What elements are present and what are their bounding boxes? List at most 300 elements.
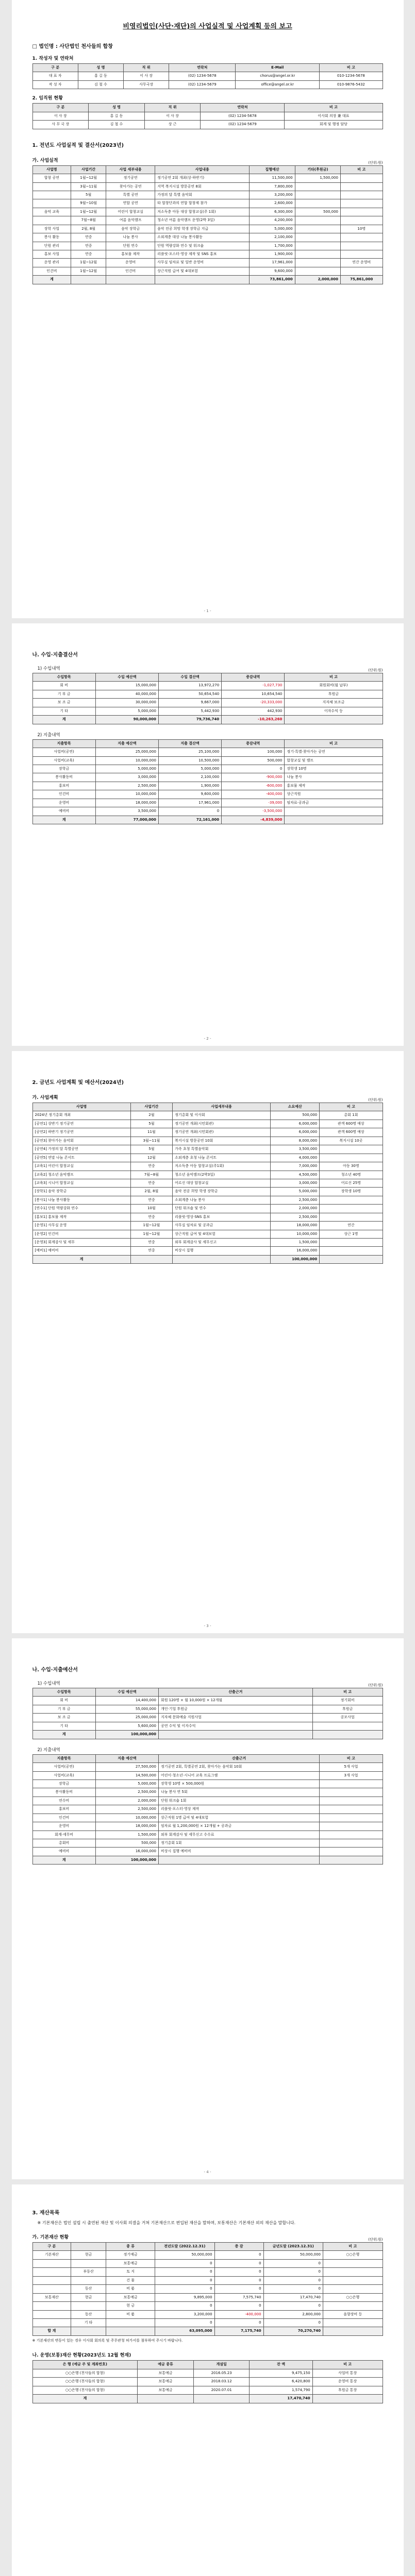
plan-row <box>32 1179 383 1187</box>
asset-cell: 0 <box>155 2276 214 2284</box>
s2-out-row <box>32 748 383 756</box>
plan-cell: 연중 <box>130 1247 172 1255</box>
plan-cell: [공연2] 하반기 정기공연 <box>32 1128 130 1137</box>
s2-out-cell: 사업비(교육) <box>32 756 95 765</box>
writer-cell: 010-1234-5678 <box>320 72 383 80</box>
biz-col-0: 사업명 <box>32 165 71 174</box>
budget-title: 나. 수입·지출예산서 <box>32 1667 78 1673</box>
s2-out-cell: 2,100,000 <box>158 773 221 782</box>
asset-cell: 현금 <box>71 2293 106 2301</box>
plan-total-cell <box>130 1255 172 1263</box>
plan-cell <box>320 1205 383 1213</box>
s2-in-cell: 후원금 <box>285 690 383 698</box>
plan-cell: 6,000,000 <box>271 1120 320 1128</box>
biz-cell: 사무실 임차료 및 일반 운영비 <box>155 259 250 267</box>
biz-row <box>32 208 383 216</box>
plan-cell: [예비1] 예비비 <box>32 1247 130 1255</box>
asset-cell <box>32 2268 71 2276</box>
s4-out-cell: 단원 워크숍 1회 <box>158 1797 319 1805</box>
s4-out-total-row <box>32 1856 383 1864</box>
plan-row <box>32 1196 383 1204</box>
s4-out-cell: 홍보비 <box>32 1805 95 1814</box>
s4-out-col-1: 지출 예산액 <box>95 1754 158 1762</box>
biz-cell <box>295 259 340 267</box>
s2-in-col-4: 비 고 <box>285 673 383 682</box>
s4-out-row <box>32 1771 383 1780</box>
s4-out-cell <box>320 1788 383 1797</box>
s4-out-cell: 외부 회계감사 및 세무신고 수수료 <box>158 1831 319 1839</box>
s2-out-cell: 운영비 <box>32 799 95 807</box>
s2-out-cell: 500,000 <box>222 756 285 765</box>
bank-cell: 2020.07.01 <box>193 2386 250 2394</box>
s2-out-cell: 봉사활동비 <box>32 773 95 782</box>
biz-cell: 특별 공연 <box>106 191 155 199</box>
plan-row <box>32 1111 383 1120</box>
plan-row <box>32 1154 383 1162</box>
biz-cell <box>32 182 71 191</box>
s4-in-total-cell <box>312 1731 383 1739</box>
plan-cell: 어르신 25명 <box>320 1179 383 1187</box>
s2-out-total-cell <box>285 816 383 824</box>
biz-cell: 17,961,000 <box>250 259 295 267</box>
s4-in-cell: 후원금 <box>312 1705 383 1713</box>
s4-in-col-1: 수입 예산액 <box>95 1688 158 1697</box>
s4-out-row <box>32 1839 383 1848</box>
plan-cell: [교육3] 시니어 합창교실 <box>32 1179 130 1187</box>
biz-cell: 9월~10월 <box>71 199 106 208</box>
biz-cell: 3,200,000 <box>250 191 295 199</box>
unit-label: (단위:원) <box>368 1098 383 1102</box>
bank-cell: 사업비 통장 <box>312 2369 383 2377</box>
s4-out-head <box>32 1754 383 1762</box>
asset-cell: 동산 <box>71 2310 106 2318</box>
bank-cell: ○○은행 (천사들의 합창) <box>32 2369 138 2377</box>
s2-out-body <box>32 748 383 824</box>
plan-row <box>32 1120 383 1128</box>
plan-row <box>32 1171 383 1179</box>
s2-out-cell: 5,000,000 <box>158 765 221 773</box>
asset-cell: 동산 <box>71 2285 106 2293</box>
biz-cell <box>295 233 340 242</box>
bank-row <box>32 2378 383 2386</box>
expense-title: 2) 지출내역 <box>37 732 60 738</box>
plan-row <box>32 1222 383 1230</box>
biz-results-title: 가. 사업실적 <box>32 158 58 163</box>
biz-cell: 1월~12월 <box>71 267 106 275</box>
s2-out-cell: 3,500,000 <box>95 807 158 816</box>
bank-row <box>32 2369 383 2377</box>
biz-cell <box>295 216 340 225</box>
plan-cell: [장학1] 음악 장학금 <box>32 1188 130 1196</box>
asset-cell: 부동산 <box>71 2268 106 2276</box>
s4-out-cell: 5,000,000 <box>95 1780 158 1788</box>
biz-cell: 인건비 <box>32 267 71 275</box>
s2-out-total-cell: 72,161,000 <box>158 816 221 824</box>
biz-cell: 음악 장학금 <box>106 225 155 233</box>
s2-out-cell: -900,000 <box>222 773 285 782</box>
asset-col-3: 전년도말 (2022.12.31) <box>155 2243 214 2251</box>
unit-label: (단위:원) <box>368 1683 383 1687</box>
plan-cell: 8,000,000 <box>271 1137 320 1145</box>
plan-row <box>32 1145 383 1154</box>
s2-in-cell: 지자체 보조금 <box>285 699 383 707</box>
plan-body <box>32 1111 383 1264</box>
s2-in-row <box>32 707 383 715</box>
s2-in-cell: 기 부 금 <box>32 690 95 698</box>
s2-in-total-row <box>32 716 383 724</box>
bank-total-cell <box>312 2395 383 2403</box>
asset-row <box>32 2318 383 2327</box>
biz-cell: 5,000,000 <box>250 225 295 233</box>
s4-out-cell: 5개 사업 <box>320 1763 383 1771</box>
plan-cell: [공연4] 가정의 달 특별공연 <box>32 1145 130 1154</box>
asset-col-2: 종 류 <box>106 2243 155 2251</box>
asset-cell <box>71 2259 106 2267</box>
biz-cell <box>340 250 383 259</box>
plan-cell: 3,000,000 <box>271 1179 320 1187</box>
s4-in-col-0: 수입항목 <box>32 1688 95 1697</box>
plan-cell: 연중 <box>130 1162 172 1171</box>
plan-row <box>32 1239 383 1247</box>
biz-cell: 7,800,000 <box>250 182 295 191</box>
biz-col-4: 집행예산 <box>250 165 295 174</box>
plan-cell: 청소년 음악캠프(2박3일) <box>173 1171 271 1179</box>
s4-out-cell <box>320 1797 383 1805</box>
s2-out-cell: 10,500,000 <box>158 756 221 765</box>
plan-cell: 7,000,000 <box>271 1162 320 1171</box>
s4-in-cell: 지자체 문화예술 지원사업 <box>158 1714 312 1722</box>
asset-cell <box>32 2285 71 2293</box>
s4-in-col-2: 산출근거 <box>158 1688 312 1697</box>
biz-cell: 인건비 <box>106 267 155 275</box>
plan-col-2: 사업세부내용 <box>173 1103 271 1111</box>
biz-results-table <box>32 165 383 284</box>
s2-in-row <box>32 690 383 698</box>
biz-cell: 연중 <box>71 233 106 242</box>
s4-out-cell: 18,000,000 <box>95 1822 158 1831</box>
s2-in-row <box>32 699 383 707</box>
s4-out-row <box>32 1814 383 1822</box>
base-assets-title: 가. 기본재산 현황 <box>32 2235 69 2240</box>
page-2 <box>12 623 404 1046</box>
plan-col-3: 소요예산 <box>271 1103 320 1111</box>
plan-row <box>32 1205 383 1213</box>
plan-cell: 연중 <box>130 1196 172 1204</box>
biz-cell: 5월 <box>71 191 106 199</box>
biz-col-2: 사업 세부내용 <box>106 165 155 174</box>
asset-total-cell: 63,095,000 <box>155 2327 214 2335</box>
s2-out-cell: 정기·특별·찾아가는 공연 <box>285 748 383 756</box>
assets-title: 3. 재산목록 <box>32 2210 60 2216</box>
asset-cell <box>323 2285 383 2293</box>
settlement-income-table <box>32 673 383 724</box>
page-4 <box>12 1638 404 2179</box>
s2-in-cell: -1,027,730 <box>222 682 285 690</box>
plan-cell: 비상시 집행 <box>173 1247 271 1255</box>
s4-in-cell: 회원 120명 × 월 10,000원 × 12개월 <box>158 1697 312 1705</box>
staff-cell: 김 철 수 <box>89 121 145 129</box>
s4-out-col-2: 산출근거 <box>158 1754 319 1762</box>
biz-cell: 청소년 여름 음악캠프 운영(2박 3일) <box>155 216 250 225</box>
asset-total-cell <box>106 2327 155 2335</box>
budget-expense-title: 2) 지출내역 <box>37 1747 60 1753</box>
plan-cell: 2,000,000 <box>271 1205 320 1213</box>
writer-col-5: 비 고 <box>320 64 383 72</box>
plan-row <box>32 1137 383 1145</box>
s4-out-row <box>32 1831 383 1839</box>
staff-col-3: 연락처 <box>201 104 285 112</box>
biz-total-row <box>32 276 383 284</box>
biz-cell <box>32 199 71 208</box>
s4-in-col-3: 비 고 <box>312 1688 383 1697</box>
biz-cell <box>340 182 383 191</box>
unit-label: (단위:원) <box>368 160 383 165</box>
s4-in-total-row <box>32 1731 383 1739</box>
s2-out-cell: 홍보물 제작 <box>285 782 383 790</box>
plan-cell: 상근직원 급여 및 4대보험 <box>173 1230 271 1238</box>
plan-row <box>32 1188 383 1196</box>
s4-out-cell: 사업비(교육) <box>32 1771 95 1780</box>
biz-col-6: 비 고 <box>340 165 383 174</box>
s4-out-cell: 나눔 봉사 연 5회 <box>158 1788 319 1797</box>
page-number: - 1 - <box>204 609 211 613</box>
biz-cell: 4,200,000 <box>250 216 295 225</box>
s4-in-total-cell: 계 <box>32 1731 95 1739</box>
s4-out-cell: 사업비(공연) <box>32 1763 95 1771</box>
asset-cell: 0 <box>155 2318 214 2327</box>
biz-cell: 운영 관리 <box>32 259 71 267</box>
s2-in-cell: 442,930 <box>222 707 285 715</box>
asset-cell: 0 <box>155 2268 214 2276</box>
s2-in-cell: 30,000,000 <box>95 699 158 707</box>
s2-in-total-cell: 79,736,740 <box>158 716 221 724</box>
staff-cell: 상 근 <box>144 121 201 129</box>
plan-total-cell <box>173 1255 271 1263</box>
s2-out-cell: -3,500,000 <box>222 807 285 816</box>
biz-cell: 1월~12월 <box>71 174 106 182</box>
s2-out-cell: 상근직원 <box>285 790 383 799</box>
bank-total-row <box>32 2395 383 2403</box>
plan-cell: 1월~12월 <box>130 1222 172 1230</box>
plan-cell: 소외계층 나눔 봉사 <box>173 1196 271 1204</box>
biz-cell: 가정의 달 특별 음악회 <box>155 191 250 199</box>
plan-cell: 연중 <box>130 1179 172 1187</box>
staff-row <box>32 112 383 120</box>
s2-in-row <box>32 682 383 690</box>
biz-cell: 단원 관리 <box>32 242 71 250</box>
plan-cell: 정기공연 개최(시민회관) <box>173 1120 271 1128</box>
s2-in-col-1: 수입 예산액 <box>95 673 158 682</box>
plan-cell: 장학생 10명 <box>320 1188 383 1196</box>
s2-out-cell: 25,100,000 <box>158 748 221 756</box>
s2-out-head <box>32 739 383 748</box>
s2-out-cell: 5,000,000 <box>95 765 158 773</box>
biz-cell: 9,600,000 <box>250 267 295 275</box>
asset-col-5: 금년도말 (2023.12.31) <box>263 2243 323 2251</box>
assets-note: ※ 기본재산의 변동이 있는 경우 이사회 회의록 및 주무관청 허가서를 첨부하여 주시기 바랍니다. <box>32 2338 183 2343</box>
s4-in-cell: 55,000,000 <box>95 1705 158 1713</box>
s2-out-cell: 사업비(공연) <box>32 748 95 756</box>
biz-cell: 음악 전공 희망 학생 장학금 지급 <box>155 225 250 233</box>
plan-cell: 16,000,000 <box>271 1247 320 1255</box>
s2-in-head <box>32 673 383 682</box>
biz-cell: 상근직원 급여 및 4대보험 <box>155 267 250 275</box>
biz-cell: 1,500,000 <box>295 174 340 182</box>
s2-out-cell: 3,000,000 <box>95 773 158 782</box>
s2-out-row <box>32 765 383 773</box>
s2-out-cell <box>285 807 383 816</box>
staff-col-0: 구 분 <box>32 104 89 112</box>
asset-cell: 정기예금 <box>106 2251 155 2259</box>
asset-total-cell <box>71 2327 106 2335</box>
plan-cell: 2월 <box>130 1111 172 1120</box>
s2-out-cell: 합창교실 및 캠프 <box>285 756 383 765</box>
biz-cell: 2,600,000 <box>250 199 295 208</box>
writer-section-title: 1. 작성자 및 연락처 <box>32 56 74 61</box>
asset-col-1 <box>71 2243 106 2251</box>
biz-row <box>32 191 383 199</box>
s2-in-body <box>32 682 383 724</box>
s2-out-row <box>32 807 383 816</box>
plan-total-cell: 100,000,000 <box>271 1255 320 1263</box>
s4-in-cell: 보 조 금 <box>32 1714 95 1722</box>
s2-out-cell: 10,000,000 <box>95 756 158 765</box>
asset-cell: 음향장비 등 <box>323 2310 383 2318</box>
s4-in-cell: 정기회비 <box>312 1697 383 1705</box>
biz-row <box>32 242 383 250</box>
s2-out-cell: 0 <box>222 765 285 773</box>
s4-in-total-cell <box>158 1731 312 1739</box>
bank-head <box>32 2361 383 2369</box>
asset-cell: 50,000,000 <box>155 2251 214 2259</box>
s4-out-cell <box>320 1805 383 1814</box>
plan-row <box>32 1162 383 1171</box>
asset-cell: 7,575,740 <box>214 2293 263 2301</box>
biz-body <box>32 174 383 284</box>
asset-cell: 보통예금 <box>106 2259 155 2267</box>
plan-cell: 관객 600명 예상 <box>320 1128 383 1137</box>
biz-row <box>32 225 383 233</box>
s4-in-head <box>32 1688 383 1697</box>
biz-cell <box>295 182 340 191</box>
asset-cell <box>323 2259 383 2267</box>
staff-cell: (02) 1234-5679 <box>201 121 285 129</box>
plan-cell: 1월~12월 <box>130 1230 172 1238</box>
biz-cell: 1월~12월 <box>71 208 106 216</box>
plan-cell: 가족 초청 특별음악회 <box>173 1145 271 1154</box>
s2-out-cell: 0 <box>158 807 221 816</box>
asset-cell: 건 물 <box>106 2276 155 2284</box>
s2-out-row <box>32 782 383 790</box>
staff-col-1: 성 명 <box>89 104 145 112</box>
staff-cell: 회계 및 행정 담당 <box>285 121 383 129</box>
s4-out-col-3: 비 고 <box>320 1754 383 1762</box>
asset-cell: 현금 <box>71 2251 106 2259</box>
s4-out-cell: 회계·세무비 <box>32 1831 95 1839</box>
biz-cell: 11,500,000 <box>250 174 295 182</box>
plan-cell: [공연3] 찾아가는 음악회 <box>32 1137 130 1145</box>
s4-in-cell: 공연 수익 및 이자수익 <box>158 1722 312 1730</box>
plan-cell <box>320 1196 383 1204</box>
s4-in-row <box>32 1697 383 1705</box>
biz-cell: 찾아가는 공연 <box>106 182 155 191</box>
asset-cell: -400,000 <box>214 2310 263 2318</box>
biz-cell: 정기공연 2회 개최(상·하반기) <box>155 174 250 182</box>
plan-cell: 10,000,000 <box>271 1230 320 1238</box>
asset-row <box>32 2259 383 2267</box>
biz-cell: 연중 <box>71 242 106 250</box>
s2-out-col-4: 비 고 <box>285 739 383 748</box>
plan-cell: 5월 <box>130 1120 172 1128</box>
s2-in-col-2: 수입 결산액 <box>158 673 221 682</box>
s2-out-col-1: 지출 예산액 <box>95 739 158 748</box>
asset-cell: 0 <box>263 2259 323 2267</box>
plan-cell: 복지시설 10곳 <box>320 1137 383 1145</box>
writer-col-3: 연락처 <box>169 64 236 72</box>
bank-cell: 보통예금 <box>138 2378 194 2386</box>
plan-cell: 연중 <box>130 1213 172 1221</box>
bank-cell: 보통예금 <box>138 2386 194 2394</box>
plan-cell: [공연5] 연말 나눔 콘서트 <box>32 1154 130 1162</box>
writer-cell: 홍 길 동 <box>78 72 123 80</box>
s4-out-cell: 16,000,000 <box>95 1848 158 1856</box>
plan-cell: 정기총회 및 이사회 <box>173 1111 271 1120</box>
s2-in-total-cell <box>285 716 383 724</box>
asset-cell: 토 지 <box>106 2268 155 2276</box>
s2-out-cell: 장학금 <box>32 765 95 773</box>
asset-col-0: 구 분 <box>32 2243 71 2251</box>
s2-in-cell: 15,000,000 <box>95 682 158 690</box>
writer-cell: 김 철 수 <box>78 80 123 89</box>
assets-table <box>32 2242 383 2336</box>
s4-in-cell: 14,400,000 <box>95 1697 158 1705</box>
biz-cell: 정기공연 <box>106 174 155 182</box>
s2-in-cell: 5,442,930 <box>158 707 221 715</box>
bank-col-4: 비 고 <box>312 2361 383 2369</box>
biz-cell <box>340 174 383 182</box>
settlement-expense-table <box>32 739 383 824</box>
asset-cell <box>323 2318 383 2327</box>
asset-col-4: 증 감 <box>214 2243 263 2251</box>
s2-out-cell: 10,000,000 <box>95 790 158 799</box>
biz-row <box>32 233 383 242</box>
s2-out-cell: 예비비 <box>32 807 95 816</box>
bank-cell: 후원금 통장 <box>312 2386 383 2394</box>
s4-out-cell: 봉사활동비 <box>32 1788 95 1797</box>
writer-cell: 010-9876-5432 <box>320 80 383 89</box>
bank-total-cell: 계 <box>32 2395 138 2403</box>
page-5 <box>12 2184 404 2576</box>
plan-cell: [교육2] 청소년 음악캠프 <box>32 1171 130 1179</box>
s2-in-cell: 40,000,000 <box>95 690 158 698</box>
biz-cell: 저소득층 아동 대상 합창교실(주 1회) <box>155 208 250 216</box>
s4-out-cell <box>320 1780 383 1788</box>
s4-in-cell <box>312 1722 383 1730</box>
biz-col-1: 사업기간 <box>71 165 106 174</box>
plan-cell: [공연1] 상반기 정기공연 <box>32 1120 130 1128</box>
asset-cell: 9,895,000 <box>155 2293 214 2301</box>
plan-cell: 1,500,000 <box>271 1239 320 1247</box>
plan-title: 가. 사업계획 <box>32 1095 58 1100</box>
asset-cell: 0 <box>263 2302 323 2310</box>
plan-cell: 3,500,000 <box>271 1145 320 1154</box>
staff-cell: 이사회 의장 兼 대표 <box>285 112 383 120</box>
s4-out-total-cell: 계 <box>32 1856 95 1864</box>
staff-head <box>32 104 383 112</box>
biz-cell <box>32 191 71 199</box>
s4-out-cell: 500,000 <box>95 1839 158 1848</box>
page-3 <box>12 1051 404 1633</box>
